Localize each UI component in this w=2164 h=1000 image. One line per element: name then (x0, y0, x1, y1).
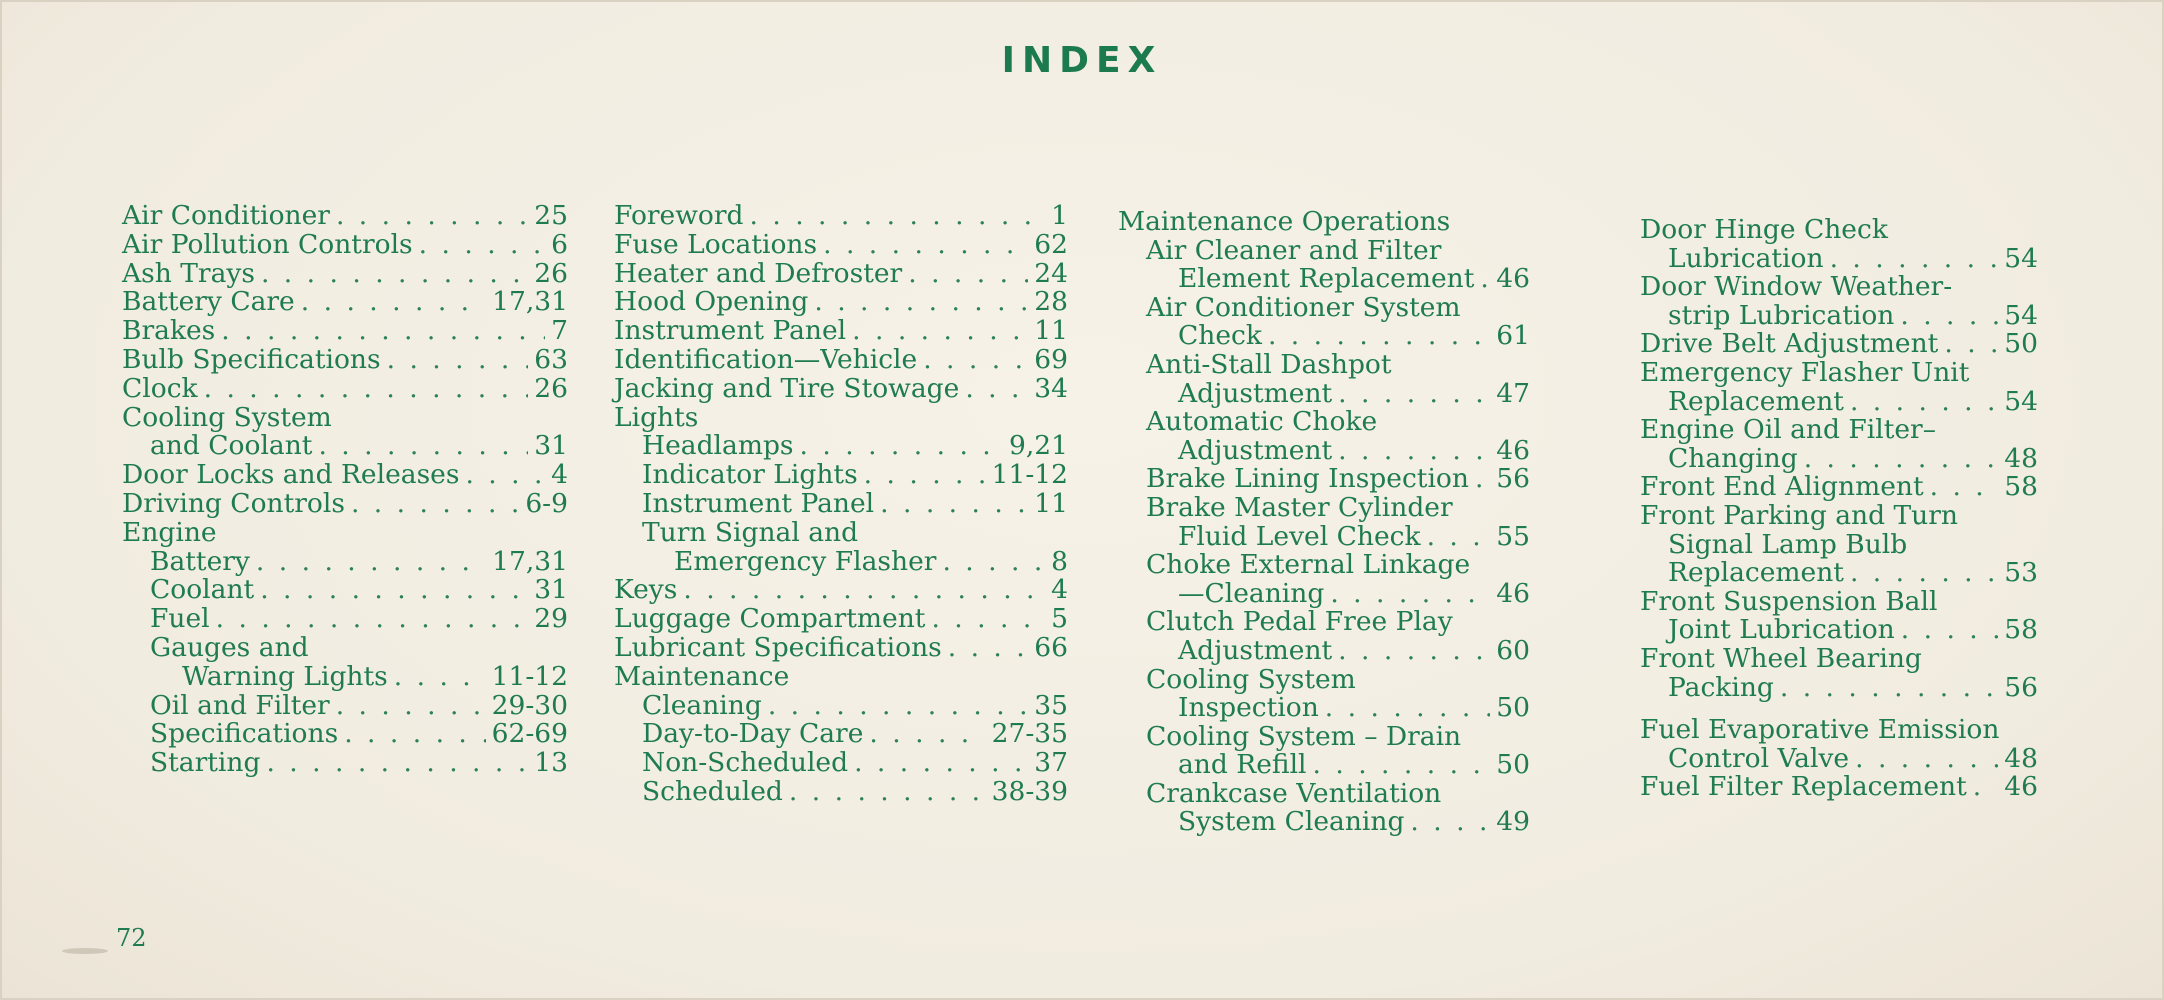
index-entry (1640, 642, 2038, 674)
dot-leader (1850, 388, 1998, 417)
dot-leader (336, 692, 486, 721)
index-entry (1118, 751, 1530, 780)
index-entry-label: Drive Belt Adjustment (1640, 328, 1939, 360)
index-entry-label: Engine (122, 516, 217, 548)
index-entry (614, 660, 1068, 692)
dot-leader (823, 231, 1028, 260)
index-entry-label: Fuel Filter Replacement (1640, 771, 1967, 803)
dot-leader (1338, 637, 1490, 666)
index-entry-page: 38-39 (991, 775, 1068, 807)
index-entry-label: Maintenance (614, 660, 790, 692)
index-entry-label: Battery (150, 545, 250, 577)
index-entry (614, 288, 1068, 317)
index-entry-label: Brakes (122, 315, 216, 347)
index-entry (1640, 299, 2038, 331)
index-entry-label: Choke External Linkage (1146, 549, 1471, 581)
index-entry (122, 202, 568, 231)
index-entry (1118, 634, 1530, 666)
index-entry-label: Replacement (1668, 557, 1844, 589)
index-entry (614, 576, 1068, 605)
index-entry (614, 545, 1068, 577)
index-entry-label: Air Cleaner and Filter (1146, 234, 1442, 266)
index-entry-label: Crankcase Ventilation (1146, 777, 1442, 809)
index-entry-page: 31 (534, 430, 568, 462)
index-entry-page: 11-12 (991, 459, 1068, 491)
index-entry-page: 54 (2004, 385, 2038, 417)
index-entry-page: 17,31 (492, 545, 568, 577)
index-entry (1640, 742, 2038, 774)
index-entry-label: Luggage Compartment (614, 603, 926, 635)
index-entry-page: 37 (1034, 747, 1068, 779)
index-entry (1118, 348, 1530, 380)
index-entry (1118, 577, 1530, 609)
index-entry-label: Hood Opening (614, 286, 809, 318)
index-entry-page: 26 (534, 257, 568, 289)
dot-leader (1780, 674, 1998, 703)
index-entry-page: 69 (1034, 343, 1068, 375)
index-entry-page: 5 (1051, 603, 1068, 635)
index-entry (1640, 528, 2038, 560)
index-entry-page: 48 (2004, 442, 2038, 474)
index-entry-label: Front End Alignment (1640, 471, 1924, 503)
index-entry-label: Air Conditioner (122, 200, 330, 231)
index-entry-page: 26 (534, 372, 568, 404)
dot-leader (1475, 465, 1490, 494)
index-entry (614, 257, 1068, 289)
index-entry-label: Air Conditioner System (1146, 291, 1461, 323)
index-entry-page: 9,21 (1008, 430, 1068, 462)
index-entry-page: 35 (1034, 689, 1068, 721)
dot-leader (923, 346, 1028, 375)
dot-leader (336, 202, 528, 231)
dot-leader (204, 375, 529, 404)
index-entry-label: Lights (614, 401, 699, 433)
index-entry (1640, 559, 2038, 588)
index-entry (614, 720, 1068, 749)
dot-leader (768, 692, 1028, 721)
index-entry (1640, 216, 2038, 245)
index-entry-label: Packing (1668, 671, 1774, 703)
index-entry-label: Heater and Defroster (614, 257, 903, 289)
index-entry-page: 56 (1496, 463, 1530, 495)
index-entry-label: Instrument Panel (614, 315, 847, 347)
index-entry-label: Fluid Level Check (1178, 520, 1421, 552)
dot-leader (1338, 380, 1490, 409)
index-entry (614, 401, 1068, 433)
dot-leader (1313, 751, 1491, 780)
index-entry-label: Identification—Vehicle (614, 343, 918, 375)
index-entry (614, 202, 1068, 231)
index-entry-page: 54 (2004, 242, 2038, 274)
index-entry-page: 63 (534, 343, 568, 375)
dot-leader (931, 605, 1045, 634)
dot-leader (256, 548, 486, 577)
index-entry (1118, 465, 1530, 494)
index-entry-page: 49 (1496, 806, 1530, 838)
index-entry-label: Front Suspension Ball (1640, 585, 1938, 617)
dot-leader (864, 461, 986, 490)
dot-leader (351, 490, 519, 519)
index-entry-label: Non-Scheduled (642, 747, 849, 779)
index-entry-label: Day-to-Day Care (642, 718, 864, 750)
index-entry (1118, 208, 1530, 237)
index-entry-page: 46 (1496, 577, 1530, 609)
index-entry-page: 55 (1496, 520, 1530, 552)
index-entry (1118, 551, 1530, 580)
index-entry-page: 58 (2004, 614, 2038, 646)
index-entry (1118, 322, 1530, 351)
index-column-2 (614, 202, 1068, 807)
index-entry (1640, 273, 2038, 302)
index-entry (614, 343, 1068, 375)
index-entry-label: Specifications (150, 718, 339, 750)
index-entry-label: Maintenance Operations (1118, 206, 1451, 237)
index-entry-label: Automatic Choke (1146, 406, 1378, 438)
index-entry-page: 46 (1496, 263, 1530, 295)
index-entry-page: 66 (1034, 631, 1068, 663)
dot-leader (869, 720, 985, 749)
index-entry-label: Coolant (150, 574, 255, 606)
dot-leader (419, 231, 545, 260)
index-entry-page: 50 (1496, 749, 1530, 781)
dot-leader (1973, 773, 1999, 802)
index-entry-label: Driving Controls (122, 487, 345, 519)
index-entry-label: Changing (1668, 442, 1798, 474)
index-entry-page: 4 (551, 459, 568, 491)
index-entry (614, 487, 1068, 519)
index-entry-label: Warning Lights (182, 660, 388, 692)
dot-leader (465, 461, 545, 490)
index-entry-page: 29 (534, 603, 568, 635)
index-entry-label: and Refill (1178, 749, 1307, 781)
index-entry-label: Oil and Filter (150, 689, 330, 721)
index-entry-page: 28 (1034, 286, 1068, 318)
index-entry (1118, 434, 1530, 466)
index-entry-label: Air Pollution Controls (122, 228, 413, 260)
index-entry (1640, 442, 2038, 474)
index-entry-label: Joint Lubrication (1668, 614, 1895, 646)
dot-leader (387, 346, 529, 375)
index-entry (122, 461, 568, 490)
index-entry-page: 60 (1496, 634, 1530, 666)
index-entry (1118, 694, 1530, 723)
dot-leader (854, 749, 1028, 778)
index-entry-page: 6 (551, 228, 568, 260)
index-entry (614, 317, 1068, 346)
index-entry (614, 372, 1068, 404)
dot-leader (221, 317, 545, 346)
index-entry (1118, 491, 1530, 523)
index-entry-page: 1 (1051, 200, 1068, 231)
dot-leader (965, 375, 1028, 404)
index-entry-label: Bulb Specifications (122, 343, 381, 375)
index-entry (1640, 716, 2038, 745)
dot-leader (1901, 616, 1999, 645)
index-entry (122, 631, 568, 663)
dot-leader (683, 576, 1045, 605)
index-entry-label: Battery Care (122, 286, 295, 318)
index-entry-page: 6-9 (525, 487, 568, 519)
index-entry-label: Keys (614, 574, 678, 606)
index-entry (1118, 520, 1530, 552)
index-entry (614, 689, 1068, 721)
index-entry-page: 46 (2004, 771, 2038, 803)
index-entry-page: 29-30 (491, 689, 568, 721)
dot-leader (1268, 322, 1490, 351)
index-entry-label: Front Wheel Bearing (1640, 642, 1922, 674)
index-entry (614, 516, 1068, 548)
index-entry (122, 401, 568, 433)
index-entry (122, 576, 568, 605)
dot-leader (260, 576, 528, 605)
index-column-3 (1118, 208, 1530, 837)
index-entry (122, 228, 568, 260)
page-number: 72 (116, 924, 147, 952)
index-entry (1118, 234, 1530, 266)
index-entry-label: Headlamps (642, 430, 794, 462)
index-entry-label: Adjustment (1178, 377, 1333, 409)
index-entry-label: Jacking and Tire Stowage (614, 372, 960, 404)
index-entry-label: —Cleaning (1178, 577, 1325, 609)
dot-leader (301, 288, 486, 317)
index-entry (1118, 608, 1530, 637)
index-entry (614, 775, 1068, 807)
index-entry (1640, 330, 2038, 359)
index-entry (1118, 377, 1530, 409)
dot-leader (1855, 745, 1998, 774)
index-entry-label: Foreword (614, 200, 744, 231)
dot-leader (789, 778, 986, 807)
index-entry-page: 34 (1034, 372, 1068, 404)
page-title: INDEX (1001, 40, 1163, 81)
index-entry (1118, 265, 1530, 294)
dot-leader (318, 432, 528, 461)
index-entry-page: 53 (2004, 557, 2038, 589)
index-entry-label: Inspection (1178, 692, 1319, 724)
dot-leader (908, 260, 1028, 289)
index-entry-page: 46 (1496, 434, 1530, 466)
index-entry-page: 11 (1034, 315, 1068, 347)
index-entry-page: 24 (1034, 257, 1068, 289)
index-entry-label: Fuel (150, 603, 210, 635)
index-entry (1118, 808, 1530, 837)
dot-leader (1410, 808, 1490, 837)
dot-leader (942, 548, 1045, 577)
index-entry (122, 749, 568, 778)
dot-leader (948, 634, 1029, 663)
index-entry-label: Instrument Panel (642, 487, 875, 519)
dot-leader (1830, 245, 1999, 274)
dot-leader (1850, 559, 1998, 588)
index-entry (122, 372, 568, 404)
dot-leader (1944, 330, 1998, 359)
index-entry-label: Ash Trays (122, 257, 255, 289)
dot-leader (880, 490, 1028, 519)
index-entry-page: 4 (1051, 574, 1068, 606)
index-entry-page: 62-69 (491, 718, 568, 750)
index-entry (614, 631, 1068, 663)
index-entry-label: Element Replacement (1178, 263, 1475, 295)
index-entry-page: 61 (1496, 320, 1530, 352)
index-entry-page: 25 (534, 200, 568, 231)
dot-leader (216, 605, 529, 634)
dot-leader (1480, 265, 1490, 294)
index-entry (122, 516, 568, 548)
index-entry-label: and Coolant (150, 430, 313, 462)
index-entry-page: 8 (1051, 545, 1068, 577)
index-entry-page: 11-12 (491, 660, 568, 692)
index-entry-label: Brake Lining Inspection (1146, 463, 1469, 495)
index-entry-label: Clock (122, 372, 198, 404)
index-entry-label: Control Valve (1668, 742, 1850, 774)
index-entry-label: Cleaning (642, 689, 762, 721)
index-entry-label: Adjustment (1178, 434, 1333, 466)
index-entry-label: Cooling System (1146, 663, 1356, 695)
dot-leader (1338, 437, 1490, 466)
index-entry-label: Cooling System (122, 401, 332, 433)
index-entry-label: Indicator Lights (642, 459, 858, 491)
index-entry (1118, 777, 1530, 809)
index-entry-page: 56 (2004, 671, 2038, 703)
index-entry (1640, 585, 2038, 617)
index-entry-page: 17,31 (492, 286, 568, 318)
dot-leader (266, 749, 528, 778)
index-entry-label: Turn Signal and (642, 516, 859, 548)
index-entry (614, 461, 1068, 490)
index-entry (1118, 291, 1530, 323)
index-entry-label: Engine Oil and Filter– (1640, 414, 1936, 446)
index-entry-label: Brake Master Cylinder (1146, 491, 1453, 523)
index-entry (614, 228, 1068, 260)
index-entry-label: Emergency Flasher (674, 545, 937, 577)
dot-leader (1427, 523, 1491, 552)
index-entry (122, 343, 568, 375)
index-column-4 (1640, 216, 2038, 802)
index-entry-page: 7 (551, 315, 568, 347)
index-entry (1640, 242, 2038, 274)
index-entry (122, 660, 568, 692)
index-entry-label: Signal Lamp Bulb (1668, 528, 1908, 560)
index-entry-label: Door Locks and Releases (122, 459, 460, 491)
index-entry (614, 432, 1068, 461)
index-entry (1640, 416, 2038, 445)
index-entry-label: Door Hinge Check (1640, 214, 1888, 245)
index-entry (122, 545, 568, 577)
index-entry-label: Front Parking and Turn (1640, 499, 1958, 531)
dot-leader (814, 288, 1028, 317)
index-entry (1118, 408, 1530, 437)
index-entry (1640, 356, 2038, 388)
dot-leader (394, 663, 486, 692)
dot-leader (261, 260, 528, 289)
index-entry-label: Fuel Evaporative Emission (1640, 714, 2000, 746)
index-entry (1118, 663, 1530, 695)
index-entry-page: 54 (2004, 299, 2038, 331)
index-entry-label: System Cleaning (1178, 806, 1405, 838)
index-entry (1640, 499, 2038, 531)
index-entry (1640, 473, 2038, 502)
index-entry-label: Check (1178, 320, 1262, 352)
index-entry-page: 62 (1034, 228, 1068, 260)
index-entry (122, 720, 568, 749)
index-entry (122, 257, 568, 289)
index-entry-label: Anti-Stall Dashpot (1146, 348, 1392, 380)
dot-leader (1325, 694, 1490, 723)
index-entry (122, 689, 568, 721)
index-entry-page: 31 (534, 574, 568, 606)
ink-smudge (62, 948, 108, 954)
index-entry-label: Emergency Flasher Unit (1640, 356, 1970, 388)
index-entry-page: 50 (2004, 328, 2038, 360)
index-entry-label: strip Lubrication (1668, 299, 1895, 331)
index-entry (1640, 773, 2038, 802)
index-entry (1118, 720, 1530, 752)
index-entry-label: Lubrication (1668, 242, 1824, 274)
dot-leader (344, 720, 485, 749)
index-column-1 (122, 202, 568, 778)
index-entry (1640, 616, 2038, 645)
index-entry-label: Replacement (1668, 385, 1844, 417)
dot-leader (852, 317, 1028, 346)
index-entry-label: Lubricant Specifications (614, 631, 942, 663)
index-entry (122, 317, 568, 346)
dot-leader (1930, 473, 1999, 502)
index-entry-page: 58 (2004, 471, 2038, 503)
dot-leader (1900, 302, 1998, 331)
index-entry-label: Scheduled (642, 775, 783, 807)
index-entry (614, 749, 1068, 778)
index-entry-page: 13 (534, 747, 568, 779)
index-entry-label: Fuse Locations (614, 228, 818, 260)
dot-leader (1804, 445, 1999, 474)
index-entry-label: Gauges and (150, 631, 309, 663)
index-entry-page: 27-35 (991, 718, 1068, 750)
index-entry (1640, 385, 2038, 417)
index-entry-label: Clutch Pedal Free Play (1146, 606, 1453, 638)
index-entry (122, 432, 568, 461)
index-entry (1640, 671, 2038, 703)
index-entry-page: 48 (2004, 742, 2038, 774)
index-entry (122, 288, 568, 317)
index-entry-label: Adjustment (1178, 634, 1333, 666)
index-entry-label: Door Window Weather- (1640, 271, 1953, 303)
index-entry-label: Starting (150, 747, 261, 779)
dot-leader (750, 202, 1046, 231)
index-entry-page: 50 (1496, 692, 1530, 724)
index-entry (122, 487, 568, 519)
index-entry (122, 605, 568, 634)
index-entry-page: 11 (1034, 487, 1068, 519)
dot-leader (800, 432, 1003, 461)
dot-leader (1330, 580, 1490, 609)
index-entry-label: Cooling System – Drain (1146, 720, 1462, 752)
index-entry-page: 47 (1496, 377, 1530, 409)
index-entry (614, 605, 1068, 634)
